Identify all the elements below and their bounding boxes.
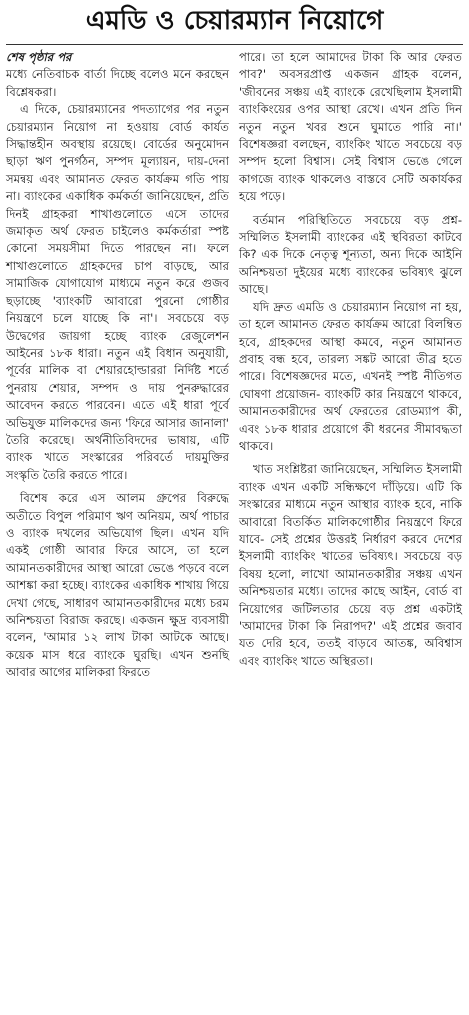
article-body [6,49,463,682]
paragraph: পারে। তা হলে আমাদের টাকা কি আর ফেরত পাব?' অবসরপ্রাপ্ত একজন গ্রাহক বলেন, 'জীবনের সঞ্চয় এই ব্যাংকে রেখেছিলাম ইসলামী ব্যাংকিংয়ের ওপর আস্থা রেখে। এখন প্রতি দিন নতুন নতুন খবর শুনে ঘুমাতে পারি না।' বিশেষজ্ঞরা বলছেন, ব্যাংকিং খাতে সবচেয়ে বড় সম্পদ হলো বিশ্বাস। সেই বিশ্বাস ভেঙে গেলে কাগজে ব্যাংক থাকলেও বাস্তবে সেটি অকার্যকর হয়ে পড়ে। [239,50,462,204]
paragraph: যদি দ্রুত এমডি ও চেয়ারম্যান নিয়োগ না হয়, তা হলে আমানত ফেরত কার্যক্রম আরো বিলম্বিত হবে, গ্রাহকদের আস্থা কমবে, নতুন আমানত প্রবাহ বন্ধ হবে, তারল্য সঙ্কট আরো তীব্র হতে পারে। বিশেষজ্ঞদের মতে, এখনই স্পষ্ট নীতিগত ঘোষণা প্রয়োজন- ব্যাংকটি কার নিয়ন্ত্রণে থাকবে, আমানতকারীদের অর্থ ফেরতের রোডম্যাপ কী, এবং ১৮ক ধারার প্রয়োগে কী ধরনের সীমাবদ্ধতা থাকবে। [239,299,462,453]
paragraph: খাত সংশ্লিষ্টরা জানিয়েছেন, সম্মিলিত ইসলামী ব্যাংক এখন একটি সন্ধিক্ষণে দাঁড়িয়ে। এটি কি সংস্কারের মাধ্যমে নতুন আস্থার ব্যাংক হবে, নাকি আবারো বিতর্কিত মালিকগোষ্ঠীর নিয়ন্ত্রণে ফিরে যাবে- সেই প্রশ্নের উত্তরই নির্ধারণ করবে দেশের ইসলামী ব্যাংকিং খাতের ভবিষ্যৎ। সবচেয়ে বড় বিষয় হলো, লাখো আমানতকারীর সঞ্চয় এখন অনিশ্চয়তার মধ্যে। তাদের কাছে আইন, বোর্ড বা নিয়োগের জটিলতার চেয়ে বড় প্রশ্ন একটাই 'আমাদের টাকা কি নিরাপদ?' এই প্রশ্নের জবাব যত দেরি হবে, ততই বাড়বে আতঙ্ক, অবিশ্বাস এবং ব্যাংকিং খাতে অস্থিরতা। [239,462,462,668]
left-column [6,49,229,682]
paragraph: এ দিকে, চেয়ারম্যানের পদত্যাগের পর নতুন চেয়ারম্যান নিয়োগ না হওয়ায় বোর্ড কার্যত সিদ্ধান্তহীন অবস্থায় রয়েছে। বোর্ডের অনুমোদন ছাড়া ঋণ পুনর্গঠন, সম্পদ মূল্যায়ন, দায়-দেনা সমন্বয় এবং আমানত ফেরত কার্যক্রম গতি পায় না। ব্যাংকের একাধিক কর্মকর্তা জানিয়েছেন, প্রতি দিনই গ্রাহকরা শাখাগুলোতে এসে তাদের জমাকৃত অর্থ ফেরত চাইলেও কর্মকর্তারা স্পষ্ট কোনো সময়সীমা দিতে পারছেন না। ফলে শাখাগুলোতে গ্রাহকদের চাপ বাড়ছে, আর সামাজিক যোগাযোগ মাধ্যমে নতুন করে গুজব ছড়াচ্ছে 'ব্যাংকটি আবারো পুরনো গোষ্ঠীর নিয়ন্ত্রণে চলে যাচ্ছে কি না'। সবচেয়ে বড় উদ্বেগের জায়গা হচ্ছে ব্যাংক রেজুলেশন আইনের ১৮ক ধারা। নতুন এই বিধান অনুযায়ী, পূর্বের মালিক বা শেয়ারহোল্ডাররা নির্দিষ্ট শর্তে পুনরায় শেয়ার, সম্পদ ও দায় পুনরুদ্ধারের আবেদন করতে পারবেন। এতে এই ধারা পূর্বে অভিযুক্ত মালিকদের জন্য 'ফিরে আসার জানালা' তৈরি করেছে। অর্থনীতিবিদদের ভাষায়, এটি ব্যাংক খাতে সংস্কারের পরিবর্তে দায়মুক্তির সংস্কৃতি তৈরি করতে পারে। [6,102,229,482]
paragraph: বিশেষ করে এস আলম গ্রুপের বিরুদ্ধে অতীতে বিপুল পরিমাণ ঋণ অনিয়ম, অর্থ পাচার ও ব্যাংক দখলের অভিযোগ ছিল। এখন যদি একই গোষ্ঠী আবার ফিরে আসে, তা হলে আমানতকারীদের আস্থা আরো ভেঙে পড়বে বলে আশঙ্কা করা হচ্ছে। ব্যাংকের একাধিক শাখায় গিয়ে দেখা গেছে, সাধারণ আমানতকারীদের মধ্যে চরম অনিশ্চয়তা বিরাজ করছে। একজন ক্ষুদ্র ব্যবসায়ী বলেন, 'আমার ১২ লাখ টাকা আটকে আছে। কয়েক মাস ধরে ব্যাংকে ঘুরছি। এখন শুনছি আবার আগের মালিকরা ফিরতে [6,491,229,680]
headline: এমডি ও চেয়ারম্যান নিয়োগে [85,6,384,36]
paragraph: বর্তমান পরিস্থিতিতে সবচেয়ে বড় প্রশ্ন- সম্মিলিত ইসলামী ব্যাংকের এই স্থবিরতা কাটবে কি? এক দিকে নেতৃত্ব শূন্যতা, অন্য দিকে আইনি অনিশ্চয়তা দুইয়ের মধ্যে ব্যাংকের ভবিষ্যৎ ঝুলে আছে। [239,212,462,297]
right-column [239,49,462,682]
continuation-kicker: শেষ পৃষ্ঠার পর [6,50,72,64]
headline-rule [6,44,463,45]
paragraph: মধ্যে নেতিবাচক বার্তা দিচ্ছে বলেও মনে করছেন বিশ্লেষকরা। [6,67,229,99]
